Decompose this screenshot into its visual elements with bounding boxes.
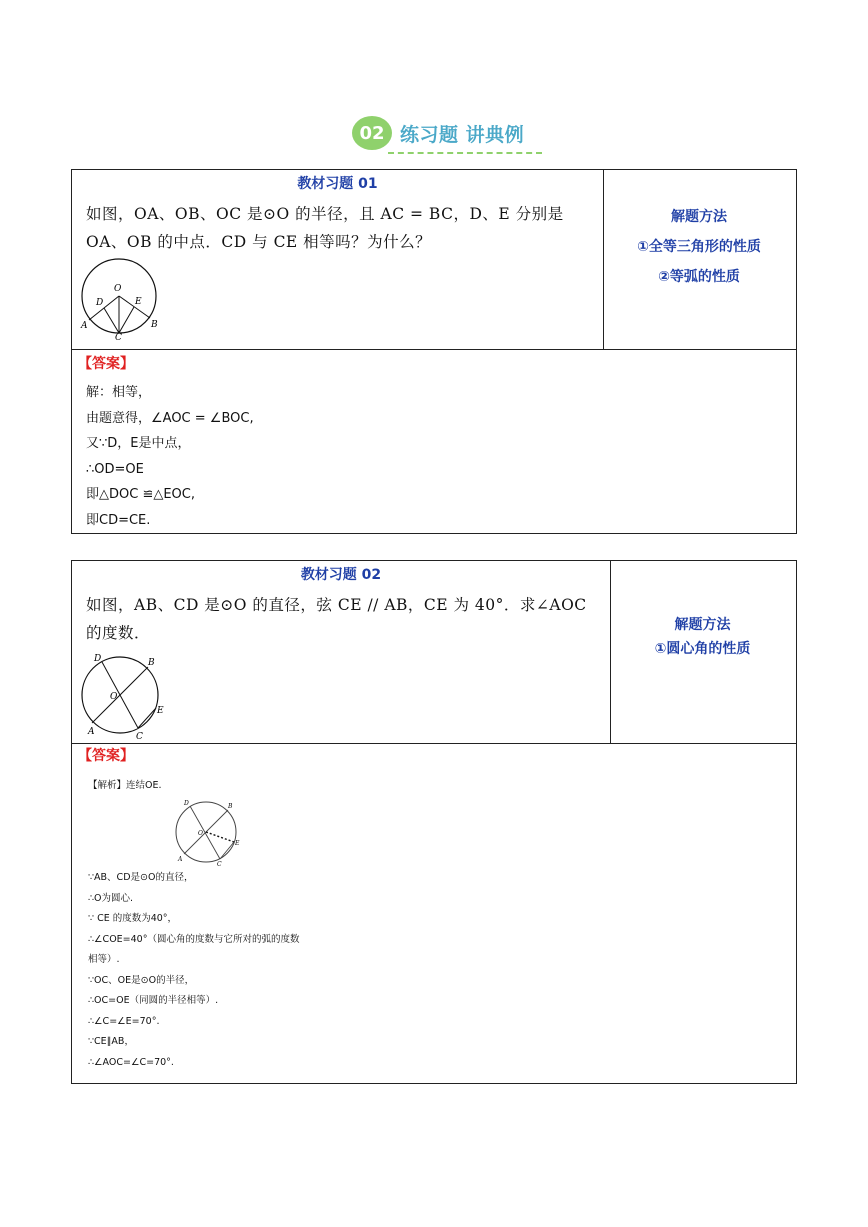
diameter-cd xyxy=(102,662,138,728)
label-o: O xyxy=(198,830,203,837)
problem-2-answer-label: 【答案】 xyxy=(78,748,134,764)
analysis-line: 【解析】连结OE. xyxy=(88,780,162,791)
problem-1-top-row xyxy=(72,170,796,350)
section-number-badge: 02 xyxy=(352,116,392,150)
analysis-line: ∴O为圆心. xyxy=(88,892,134,904)
label-b: B xyxy=(148,658,155,668)
label-a: A xyxy=(88,727,95,737)
problem-2-method xyxy=(609,561,796,743)
problem-1-title: 教材习题 01 xyxy=(297,176,378,192)
analysis-line: ∴∠C=∠E=70°. xyxy=(88,1015,160,1027)
diameter-cd xyxy=(190,806,220,859)
problem-1-method xyxy=(602,170,796,349)
analysis-line: ∴∠AOC=∠C=70°. xyxy=(88,1056,174,1068)
label-a: A xyxy=(81,321,88,331)
problem-2-figure xyxy=(80,651,170,741)
label-o: O xyxy=(114,284,122,294)
label-d: D xyxy=(184,800,189,807)
analysis-line: ∵ CE 的度数为40°， xyxy=(88,913,178,924)
problem-1-question-cell xyxy=(72,170,604,349)
problem-2-top-row xyxy=(72,561,796,744)
answer-line: 解：相等， xyxy=(86,385,152,400)
problem-1-question-line-2: OA、OB 的中点．CD 与 CE 相等吗？为什么？ xyxy=(86,233,432,251)
analysis-line: ∵OC、OE是⊙O的半径， xyxy=(88,974,195,986)
problem-1-figure xyxy=(80,258,162,340)
segment-oe xyxy=(206,832,234,842)
section-heading xyxy=(352,116,552,156)
label-e: E xyxy=(235,840,240,847)
problem-2-title: 教材习题 02 xyxy=(300,567,382,583)
answer-line: 由题意得，∠AOC = ∠BOC, xyxy=(86,410,254,426)
analysis-line: ∵CE∥AB， xyxy=(88,1036,134,1047)
section-title: 练习题 讲典例 xyxy=(400,124,525,146)
problem-2-question-line-2: 的度数． xyxy=(86,624,151,642)
problem-2-small-figure xyxy=(172,799,246,867)
chord-ce xyxy=(220,842,234,859)
chord-ce xyxy=(138,708,156,728)
label-e: E xyxy=(157,706,164,716)
problem-1-answer xyxy=(86,380,254,533)
label-c: C xyxy=(115,333,122,340)
label-b: B xyxy=(228,803,233,810)
label-d: D xyxy=(96,298,104,308)
problem-2-method-1: ①圆心角的性质 xyxy=(654,641,751,657)
problem-1-question xyxy=(86,200,593,256)
label-a: A xyxy=(178,856,183,863)
analysis-line: ∴OC=OE（同圆的半径相等）. xyxy=(88,995,219,1006)
problem-2-method-title: 解题方法 xyxy=(674,617,731,633)
label-c: C xyxy=(217,861,222,867)
label-e: E xyxy=(135,297,142,307)
label-c: C xyxy=(136,732,143,741)
problem-2-analysis xyxy=(88,868,299,1073)
segment-cd xyxy=(104,308,119,333)
answer-line: 即△DOC ≌△EOC, xyxy=(86,487,195,502)
problem-2-question-cell xyxy=(72,561,611,743)
label-o: O xyxy=(110,692,118,702)
label-b: B xyxy=(151,320,158,330)
analysis-line: ∴∠COE=40°（圆心角的度数与它所对的弧的度数 xyxy=(88,933,300,945)
answer-line: 又∵D，E是中点， xyxy=(86,436,191,451)
answer-line: 即CD=CE. xyxy=(86,512,151,528)
section-underline xyxy=(388,152,542,154)
problem-2-analysis-head xyxy=(88,776,162,797)
answer-line: ∴OD=OE xyxy=(86,461,144,477)
label-d: D xyxy=(94,654,102,664)
problem-1-method-2: ②等弧的性质 xyxy=(658,269,740,285)
problem-2-question-line-1: 如图，AB、CD 是⊙O 的直径，弦 CE // AB，CE 为 40°．求∠AOC xyxy=(86,596,587,614)
problem-2-question xyxy=(86,591,600,647)
problem-1-method-title: 解题方法 xyxy=(671,209,727,225)
analysis-line: ∵AB、CD是⊙O的直径， xyxy=(88,872,194,883)
problem-1-box xyxy=(71,169,797,534)
segment-ce xyxy=(119,307,134,333)
problem-2-box xyxy=(71,560,797,1084)
problem-1-question-line-1: 如图，OA、OB、OC 是⊙O 的半径，且 AC = BC，D、E 分别是 xyxy=(86,205,564,223)
problem-1-method-1: ①全等三角形的性质 xyxy=(637,239,761,255)
problem-1-answer-label: 【答案】 xyxy=(78,356,134,372)
analysis-line: 相等）. xyxy=(88,954,120,965)
